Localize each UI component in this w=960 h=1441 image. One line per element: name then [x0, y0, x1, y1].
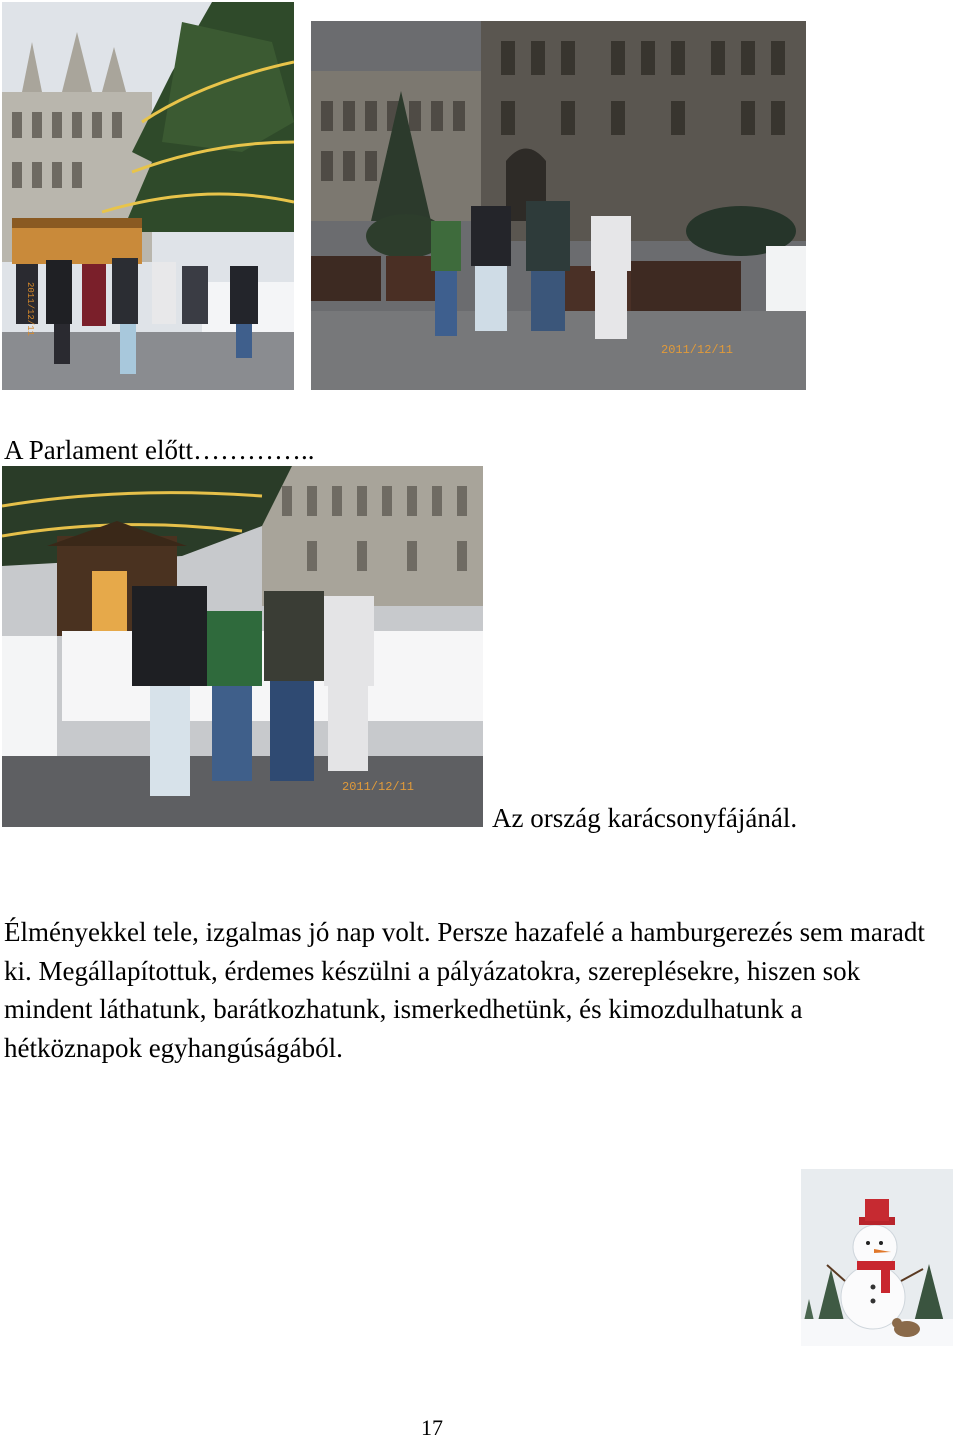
photo-parliament-group: [311, 21, 806, 390]
caption-parliament: A Parlament előtt…………..: [4, 435, 315, 465]
photo1-datestamp: 2011/12/11: [25, 282, 35, 337]
photo-parliament-tree: [2, 2, 294, 390]
photo2-datestamp: 2011/12/11: [661, 343, 734, 357]
photo3-datestamp: 2011/12/11: [342, 780, 415, 794]
snowman-illustration: [801, 1169, 953, 1346]
body-paragraph: Élményekkel tele, izgalmas jó nap volt. Persze hazafelé a hamburgerezés sem maradt ki. Megállapítottuk, érdemes készülni a pályázatokra, szereplésekre, hiszen sok mindent láthatunk, barátkozhatunk, ismerkedhetünk, és kimozdulhatunk a hétköznapok egyhangúságából.: [4, 917, 925, 1063]
photo-christmas-tree-group: [2, 466, 483, 827]
caption-christmas-tree: Az ország karácsonyfájánál.: [492, 803, 798, 833]
page-number: 17: [421, 1415, 443, 1440]
